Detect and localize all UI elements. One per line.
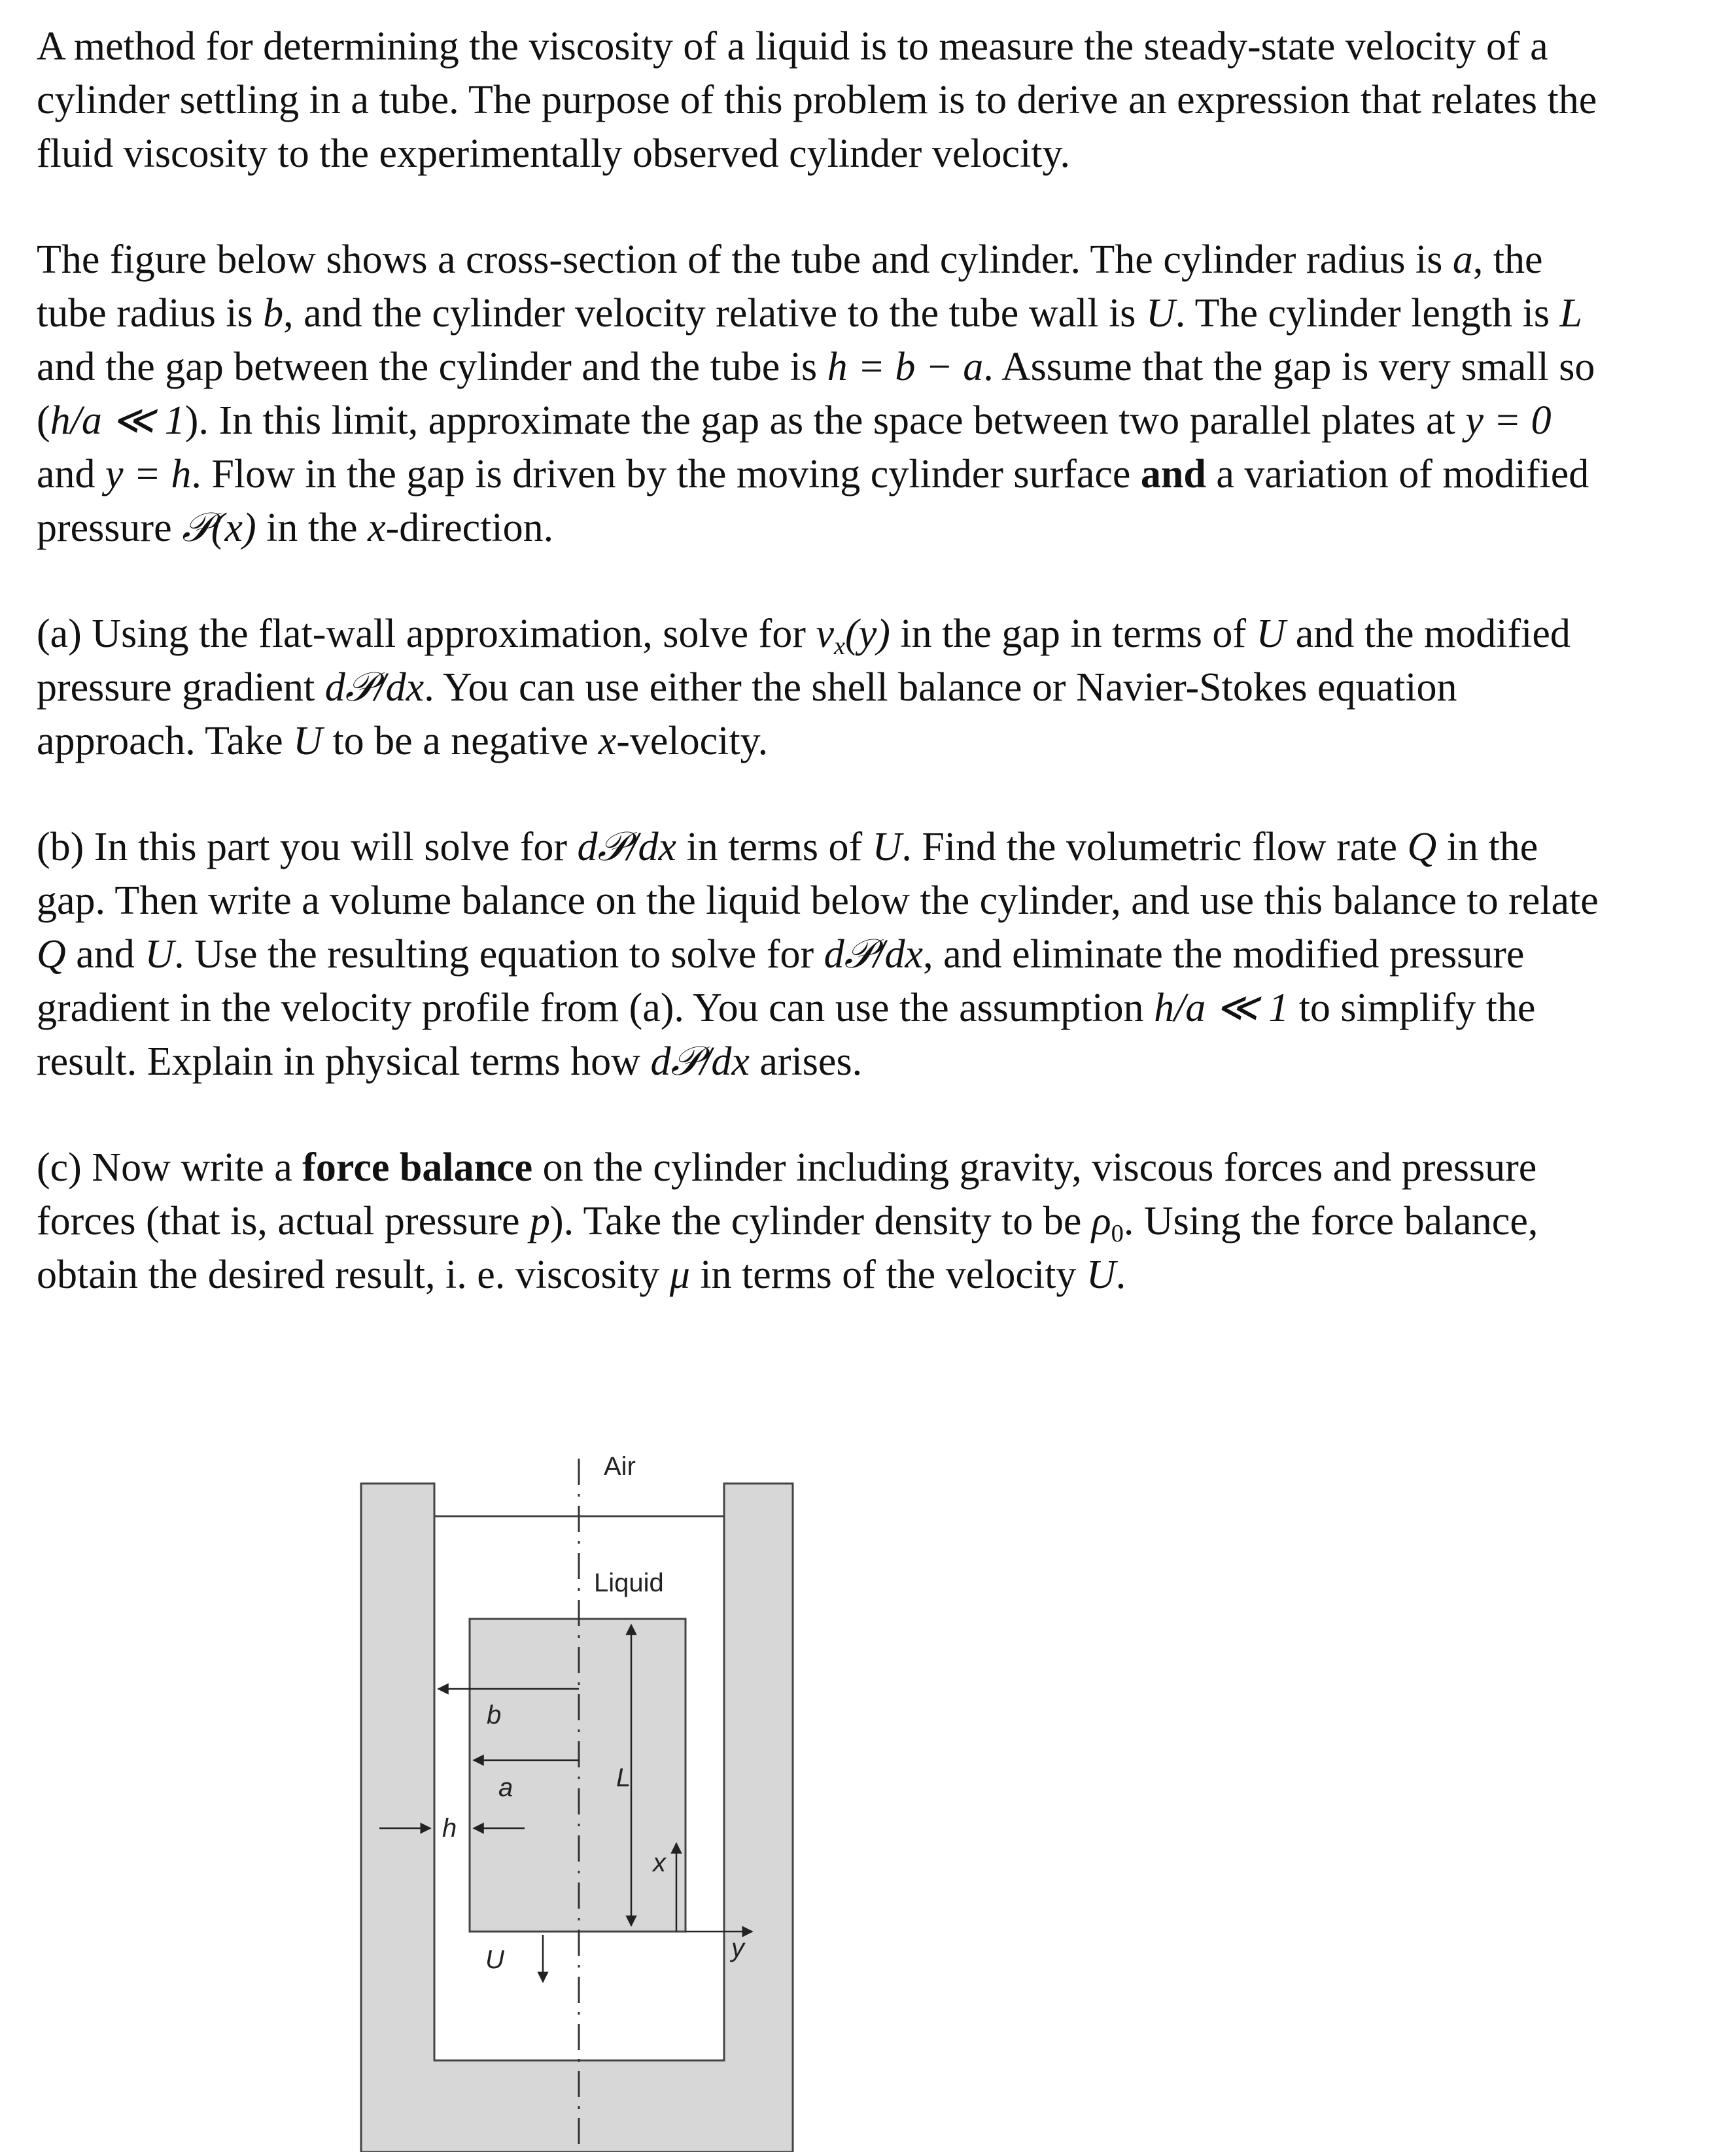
L-label: L [616, 1763, 631, 1792]
text-line: fluid viscosity to the experimentally observed cylinder velocity. [37, 131, 1071, 176]
tube-cylinder-figure [353, 1406, 824, 2152]
U-label: U [485, 1945, 504, 1974]
part-b-paragraph [37, 820, 1698, 1088]
text-line: approach. Take U to be a negative x-velocity. [37, 719, 769, 763]
liquid-label: Liquid [594, 1569, 664, 1597]
text-line: gap. Then write a volume balance on the liquid below the cylinder, and use this balance to relate [37, 878, 1599, 923]
x-label: x [653, 1848, 666, 1877]
intro-paragraph [37, 20, 1698, 181]
text-line: (c) Now write a force balance on the cylinder including gravity, viscous forces and pressure [37, 1145, 1537, 1190]
b-label: b [487, 1701, 502, 1729]
text-line: The figure below shows a cross-section of the tube and cylinder. The cylinder radius is a, the [37, 237, 1543, 282]
text-line: forces (that is, actual pressure p). Take the cylinder density to be $\rho_0$. Using the force balance, [37, 1199, 1538, 1247]
text-line: tube radius is b, and the cylinder velocity relative to the tube wall is U. The cylinder length is L [37, 291, 1582, 336]
part-a-paragraph [37, 607, 1698, 768]
text-line: and the gap between the cylinder and the tube is h = b − a. Assume that the gap is very small so [37, 345, 1595, 389]
part-c-paragraph [37, 1141, 1698, 1302]
text-line: (a) Using the flat-wall approximation, solve for $v_x(y)$ in the gap in terms of U and the modified [37, 612, 1571, 660]
setup-paragraph [37, 233, 1698, 555]
a-label: a [498, 1773, 513, 1802]
text-line: obtain the desired result, i. e. viscosity μ in terms of the velocity U. [37, 1253, 1126, 1297]
figure-drawing [353, 1406, 824, 2152]
text-line: and y = h. Flow in the gap is driven by the moving cylinder surface and a variation of modified [37, 452, 1589, 496]
text-line: pressure gradient d𝒫/dx. You can use either the shell balance or Navier-Stokes equation [37, 665, 1457, 710]
air-label: Air [604, 1452, 636, 1481]
text-line: cylinder settling in a tube. The purpose of this problem is to derive an expression that relates the [37, 78, 1597, 122]
y-label: y [731, 1934, 744, 1962]
text-line: pressure 𝒫(x) in the x-direction. [37, 506, 554, 550]
text-line: Q and U. Use the resulting equation to solve for d𝒫/dx, and eliminate the modified pressure [37, 932, 1525, 977]
text-line: A method for determining the viscosity of a liquid is to measure the steady-state velocity of a [37, 24, 1548, 69]
text-line: gradient in the velocity profile from (a). You can use the assumption h/a ≪ 1 to simplify the [37, 986, 1536, 1030]
text-line: (b) In this part you will solve for d𝒫/dx in terms of U. Find the volumetric flow rate Q in the [37, 825, 1538, 869]
h-label: h [442, 1814, 457, 1843]
text-line: (h/a ≪ 1). In this limit, approximate the gap as the space between two parallel plates at y = 0 [37, 398, 1552, 443]
text-line: result. Explain in physical terms how d𝒫/dx arises. [37, 1039, 863, 1084]
problem-text [37, 20, 1698, 1354]
